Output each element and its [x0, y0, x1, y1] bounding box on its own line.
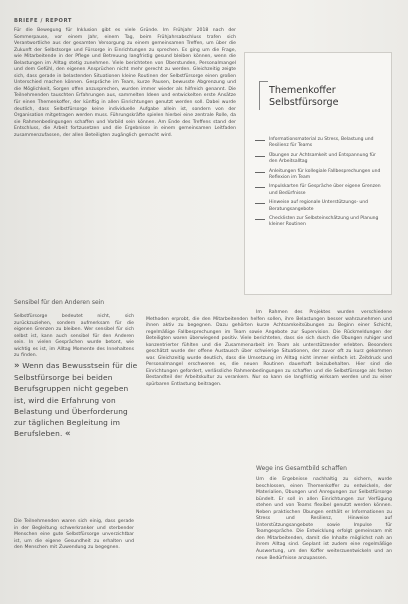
- quote-open-mark: »: [14, 361, 20, 371]
- box-title-line1: Themenkoffer: [269, 85, 336, 96]
- box-list-item-text: Anleitungen für kollegiale Fallbesprechungen und Reflexion im Team: [269, 168, 381, 181]
- box-list-item-text: Checklisten zur Selbsteinschätzung und Planung kleiner Routinen: [269, 216, 379, 228]
- right-paragraph-2: Um die Ergebnisse nachhaltig zu sichern, wurde beschlossen, einen Themenkoffer zu entwickeln, der Materialien, Übungen und Anregungen zur Selbstfürsorge bündelt. Er soll in allen Einrichtungen zur Verfügung stehen und von Teams flexibel genutzt werden können. Neben praktischen Übungen enthält er Informationen zu Stress und Resilienz, Hinweise auf Unterstützungsangebote sowie Impulse für Teamgespräche. Die Entwicklung erfolgt gemeinsam mit den Mitarbeitenden, damit die Inhalte möglichst nah an ihrem Alltag sind. Geplant ist zudem eine regelmäßige Auswertung, um den Koffer weiterzuentwickeln und an neue Bedürfnisse anzupassen.: [256, 477, 392, 561]
- dash-icon: [255, 203, 265, 204]
- box-list-item-text: Hinweise auf regionale Unterstützungs- und Beratungsangebote: [269, 200, 368, 212]
- dash-icon: [255, 219, 265, 220]
- body-text-left-bottom: [14, 314, 134, 360]
- box-list-item: [255, 216, 385, 229]
- right-paragraph: Im Rahmen des Projektes wurden verschiedene Methoden erprobt, die den Mitarbeitenden helfen sollen, ihre Belastungen besser wahrzunehmen und ihnen aktiv zu begegnen. Dazu gehörten kurze Achtsamkeitsübungen zu Beginn einer Schicht, regelmäßige Fallbesprechungen im Team sowie Angebote zur Supervision. Die Rückmeldungen der Beteiligten waren überwiegend positiv. Viele berichteten, dass sie sich durch die Übungen ruhiger und konzentrierter fühlten und die Zusammenarbeit im Team als unterstützender erlebten. Besonders geschätzt wurde der offene Austausch über schwierige Situationen, der zuvor oft zu kurz gekommen war. Gleichzeitig wurde deutlich, dass die Umsetzung im Alltag nicht immer einfach ist. Zeitdruck und Personalmangel erschweren es, die neuen Routinen dauerhaft beizubehalten. Hier sind die Einrichtungen gefordert, verlässliche Rahmenbedingungen zu schaffen und die Selbstfürsorge als festen Bestandteil der Arbeitskultur zu verankern. Nur so kann sie langfristig wirksam werden und zu einer spürbaren Entlastung beitragen.: [146, 310, 392, 388]
- pull-quote: [14, 360, 138, 440]
- box-list-item: [255, 184, 385, 197]
- body-text-right: [146, 310, 392, 389]
- body-text-intro: [14, 28, 236, 139]
- dash-icon: [255, 172, 265, 173]
- section-header: BRIEFE / REPORT: [14, 18, 73, 24]
- subheading-sensibel: Sensibel für den Anderen sein: [14, 299, 105, 306]
- body-text-right-2: [256, 477, 392, 562]
- box-title-line2: Selbstfürsorge: [269, 97, 339, 108]
- box-bracket-decoration: [259, 81, 268, 110]
- dash-icon: [255, 187, 265, 188]
- box-list: [255, 137, 385, 232]
- box-list-item-text: Impulskarten für Gespräche über eigene Grenzen und Bedürfnisse: [269, 184, 381, 196]
- box-list-item: [255, 137, 385, 150]
- pull-quote-text: Wenn das Bewusstsein für die Selbstfürsorge bei beiden Berufsgruppen nicht gegeben ist, wird die Erfahrung von Belastung und Überforderung zur täglichen Begleitung im Berufsleben.: [14, 361, 138, 439]
- left-tail-paragraph: Die Teilnehmenden waren sich einig, dass gerade in der Begleitung schwerkranker und sterbender Menschen eine gute Selbstfürsorge unverzichtbar ist, um die eigene Gesundheit zu erhalten und den Menschen mit Zuwendung zu begegnen.: [14, 519, 134, 551]
- box-list-item-text: Informationsmaterial zu Stress, Belastung und Resilienz für Teams: [269, 137, 374, 149]
- box-list-item-text: Übungen zur Achtsamkeit und Entspannung für den Arbeitsalltag: [269, 152, 376, 165]
- dash-icon: [255, 140, 265, 141]
- intro-paragraph: Für die Bewegung für Inklusion gibt es viele Gründe. Im Frühjahr 2018 nach der Sommerpause, vor einem Jahr, einem Tag, beim Frühjahrsabschluss trafen sich Verantwortliche aus der gesamten Versorgung zu einem gemeinsamen Treffen, um über die Zukunft der Selbstsorge und Fürsorge in Einrichtungen zu sprechen. Es ging um die Frage, wie Mitarbeitende in der Pflege und Betreuung langfristig gesund bleiben können, wenn die Belastungen im Alltag stetig zunehmen. Viele berichteten von Überstunden, Personalmangel und dem Gefühl, den eigenen Ansprüchen nicht mehr gerecht zu werden. Gleichzeitig zeigte sich, dass gerade in belastenden Situationen kleine Routinen der Selbstfürsorge einen großen Unterschied machen können. Gespräche im Team, kurze Pausen, bewusste Abgrenzung und die Möglichkeit, Sorgen offen anzusprechen, wurden immer wieder als hilfreich genannt. Die Teilnehmenden tauschten Erfahrungen aus, sammelten Ideen und entwickelten erste Ansätze für einen Themenkoffer, der künftig in allen Einrichtungen genutzt werden soll. Dabei wurde deutlich, dass Selbstfürsorge keine individuelle Aufgabe allein ist, sondern von der Organisation mitgetragen werden muss. Führungskräfte spielen hierbei eine zentrale Rolle, da sie Rahmenbedingungen schaffen und Vorbild sein können. Am Ende des Treffens stand der Entschluss, die Arbeit fortzusetzen und die Ergebnisse in einem gemeinsamen Leitfaden zusammenzufassen, der allen Beteiligten zugänglich gemacht wird.: [14, 28, 236, 138]
- dash-icon: [255, 156, 265, 157]
- quote-close-mark: «: [64, 429, 71, 440]
- box-title: [269, 85, 339, 109]
- info-box-themenkoffer: [244, 52, 392, 295]
- box-list-item: [255, 153, 385, 166]
- box-list-item: [255, 169, 385, 182]
- subheading-wege: Wege ins Gesamtbild schaffen: [256, 465, 347, 472]
- body-text-left-tail: [14, 519, 134, 552]
- left-bottom-paragraph: Selbstfürsorge bedeutet nicht, sich zurückzuziehen, sondern aufmerksam für die eigenen Grenzen zu bleiben. Wer sensibel für sich selbst ist, kann auch sensibel für den Anderen sein. In vielen Gesprächen wurde betont, wie wichtig es ist, im Alltag Momente des Innehaltens zu finden.: [14, 314, 134, 359]
- box-list-item: [255, 200, 385, 213]
